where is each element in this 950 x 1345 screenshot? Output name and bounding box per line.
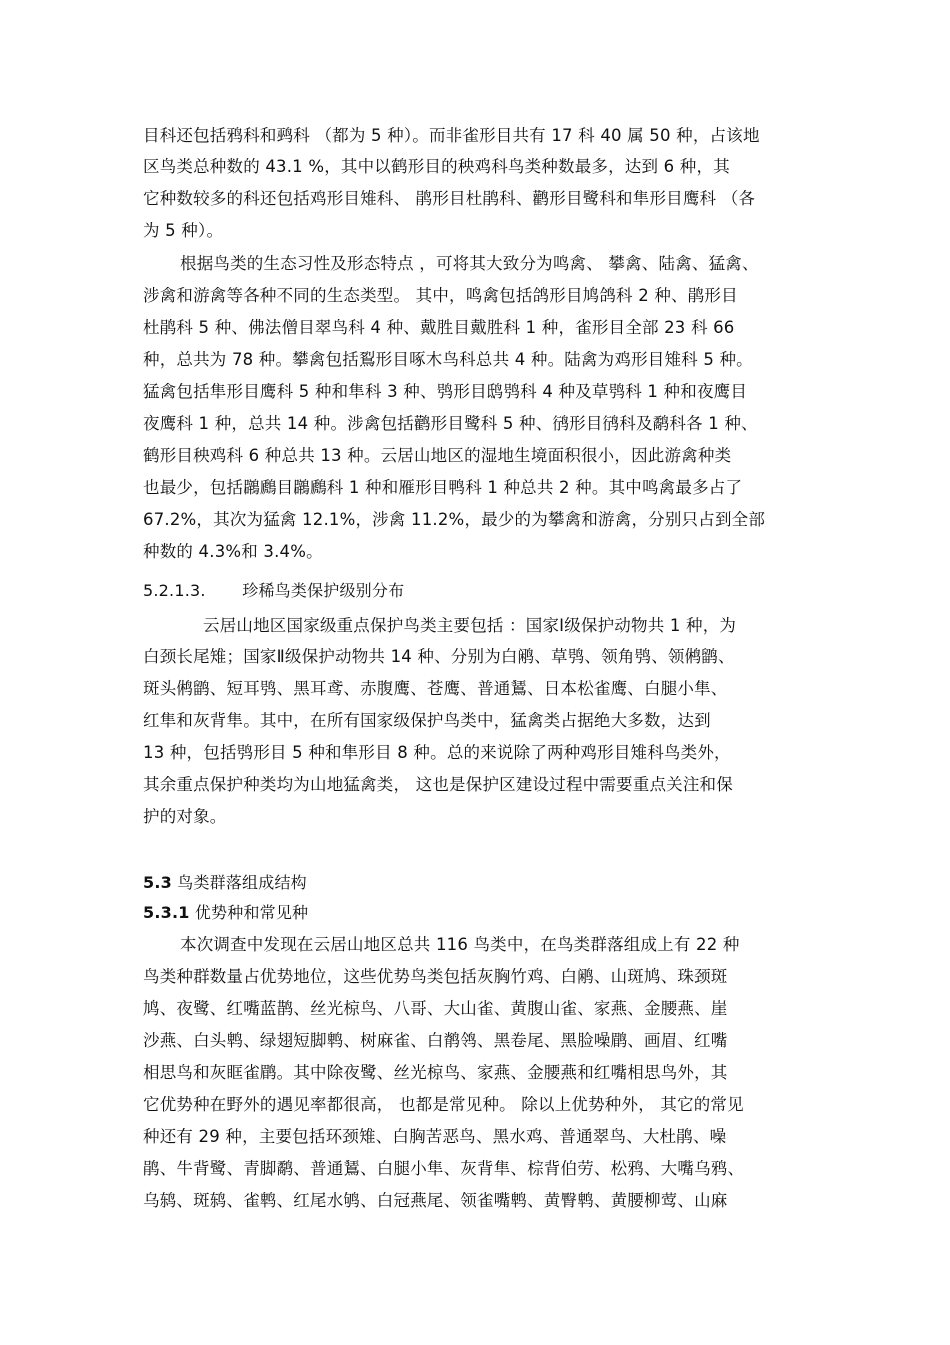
text-line: 目科还包括鸦科和鹀科 （都为 5 种）。而非雀形目共有 17 科 40 属 50 种，占该地: [143, 126, 760, 145]
section-title: 优势种和常见种: [194, 903, 309, 922]
text-line: 它优势种在野外的遇见率都很高， 也都是常见种。 除以上优势种外， 其它的常见: [143, 1095, 744, 1114]
text-line: 根据鸟类的生态习性及形态特点 ，可将其大致分为鸣禽、 攀禽、陆禽、猛禽、: [180, 254, 759, 273]
text-line: 种还有 29 种，主要包括环颈雉、白胸苦恶鸟、黑水鸡、普通翠鸟、大杜鹃、噪: [143, 1127, 727, 1146]
text-line: 它种数较多的科还包括鸡形目雉科、 鹃形目杜鹃科、鹳形目鹭科和隼形目鹰科 （各: [143, 189, 756, 208]
text-line: 涉禽和游禽等各种不同的生态类型。 其中，鸣禽包括鸽形目鸠鸽科 2 种、鹃形目: [143, 286, 738, 305]
text-line: 护的对象。: [143, 807, 227, 826]
text-line: 白颈长尾雉；国家Ⅱ级保护动物共 14 种、分别为白鹇、草鸮、领角鸮、领鸺鹠、: [143, 647, 735, 666]
text-line: 杜鹃科 5 种、佛法僧目翠鸟科 4 种、戴胜目戴胜科 1 种，雀形目全部 23 科 66: [143, 318, 735, 337]
text-line: 其余重点保护种类均为山地猛禽类， 这也是保护区建设过程中需要重点关注和保: [143, 775, 733, 794]
text-line: 相思鸟和灰眶雀鹛。其中除夜鹭、丝光椋鸟、家燕、金腰燕和红嘴相思鸟外，其: [143, 1063, 728, 1082]
text-line: 乌鸫、斑鸫、雀鹎、红尾水鸲、白冠燕尾、领雀嘴鹎、黄臀鹎、黄腰柳莺、山麻: [143, 1191, 728, 1210]
text-line: 云居山地区国家级重点保护鸟类主要包括 ：国家Ⅰ级保护动物共 1 种，为: [203, 616, 737, 635]
text-line: 鹃、牛背鹭、青脚鹬、普通鵟、白腿小隼、灰背隼、棕背伯劳、松鸦、大嘴乌鸦、: [143, 1159, 745, 1178]
section-number: 5.2.1.3.: [143, 581, 206, 600]
text-line: 种数的 4.3%和 3.4%。: [143, 542, 323, 561]
text-line: 斑头鸺鹠、短耳鸮、黑耳鸢、赤腹鹰、苍鹰、普通鵟、日本松雀鹰、白腿小隼、: [143, 679, 728, 698]
text-line: 猛禽包括隼形目鹰科 5 种和隼科 3 种、鸮形目鸱鸮科 4 种及草鸮科 1 种和夜鹰目: [143, 382, 748, 401]
text-line: 鹤形目秧鸡科 6 种总共 13 种。云居山地区的湿地生境面积很小，因此游禽种类: [143, 446, 732, 465]
text-line: 鸟类种群数量占优势地位，这些优势鸟类包括灰胸竹鸡、白鹇、山斑鸠、珠颈斑: [143, 967, 728, 986]
text-line: 67.2%，其次为猛禽 12.1%，涉禽 11.2%，最少的为攀禽和游禽，分别只占到全部: [143, 510, 766, 529]
section-title: 珍稀鸟类保护级别分布: [242, 581, 405, 600]
section-heading-5-3: [143, 872, 930, 896]
text-line: 为 5 种）。: [143, 221, 224, 240]
text-line: 红隼和灰背隼。其中，在所有国家级保护鸟类中，猛禽类占据绝大多数，达到: [143, 711, 711, 730]
text-line: 鸠、夜鹭、红嘴蓝鹊、丝光椋鸟、八哥、大山雀、黄腹山雀、家燕、金腰燕、崖: [143, 999, 728, 1018]
text-line: 区鸟类总种数的 43.1 %，其中以鹤形目的秧鸡科鸟类种数最多，达到 6 种，其: [143, 157, 730, 176]
text-line: 种，总共为 78 种。攀禽包括鴷形目啄木鸟科总共 4 种。陆禽为鸡形目雉科 5 种。: [143, 350, 753, 369]
text-line: 夜鹰科 1 种，总共 14 种。涉禽包括鹳形目鹭科 5 种、鸻形目鸻科及鹬科各 1 种、: [143, 414, 758, 433]
text-line: 也最少，包括鸊鷉目鸊鷉科 1 种和雁形目鸭科 1 种总共 2 种。其中鸣禽最多占了: [143, 478, 743, 497]
section-title: 鸟类群落组成结构: [177, 873, 307, 892]
section-number: 5.3: [143, 873, 172, 892]
section-heading-5-3-1: [143, 902, 930, 926]
section-heading-5-2-1-3: [143, 580, 930, 604]
text-line: 沙燕、白头鹎、绿翅短脚鹎、树麻雀、白鹡鸰、黑卷尾、黑脸噪鹛、画眉、红嘴: [143, 1031, 728, 1050]
section-number: 5.3.1: [143, 903, 190, 922]
text-line: 本次调查中发现在云居山地区总共 116 鸟类中，在鸟类群落组成上有 22 种: [180, 935, 740, 954]
text-line: 13 种，包括鸮形目 5 种和隼形目 8 种。总的来说除了两种鸡形目雉科鸟类外，: [143, 743, 731, 762]
